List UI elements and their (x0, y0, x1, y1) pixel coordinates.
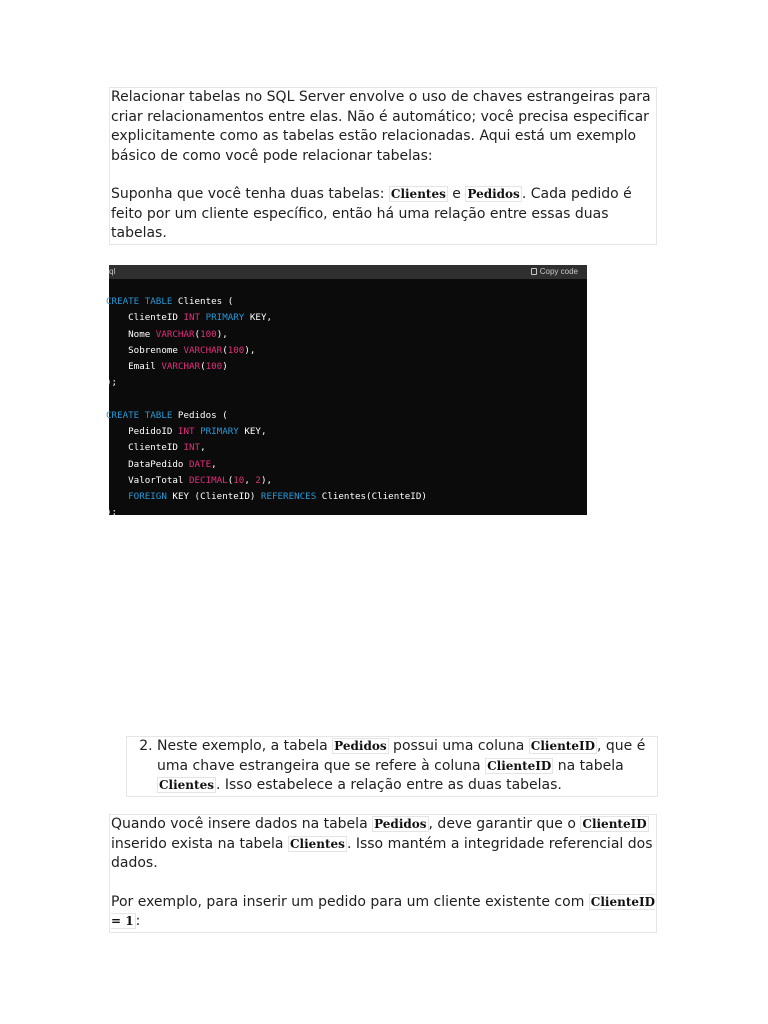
example-paragraph (111, 893, 656, 932)
inline-code-clientes: Clientes (289, 836, 345, 851)
sql-code-screenshot (106, 265, 587, 519)
text-run: . Cada pedido é feito por um cliente específico, então há uma relação entre essas duas tabelas. (111, 186, 632, 241)
text-run: possui uma coluna (388, 738, 529, 754)
text-run: : (135, 913, 141, 929)
code-header (109, 265, 587, 279)
outro-text-block (109, 814, 657, 933)
text-run: inserido exista na tabela (111, 835, 288, 852)
integrity-paragraph (111, 815, 656, 874)
text-run: Quando você insere dados na tabela (111, 816, 373, 832)
inline-code-clientes: Clientes (390, 187, 446, 201)
list-item (157, 737, 657, 796)
inline-code-clienteid: ClienteID (487, 758, 552, 773)
tables-paragraph (111, 185, 656, 244)
inline-code-pedidos: Pedidos (374, 817, 427, 831)
code-language-label: ql (109, 267, 116, 276)
intro-text-block (109, 87, 657, 245)
text-run: Suponha que você tenha duas tabelas: (111, 186, 389, 202)
explanation-list (126, 736, 658, 797)
text-run: na tabela (553, 757, 624, 774)
clipboard-icon (531, 268, 537, 275)
intro-paragraph: Relacionar tabelas no SQL Server envolve o uso de chaves estrangeiras para criar relacionamentos entre elas. Não é automático; você precisa especificar explicitamente como as tabelas estão relacionadas. Aqui está um exemplo básico de como você pode relacionar tabelas: (111, 89, 651, 164)
inline-code-clientes: Clientes (159, 778, 214, 792)
text-run: . Isso estabelece a relação entre as duas tabelas. (215, 777, 562, 793)
text-run: . Isso mantém a integridade referencial dos dados. (111, 835, 653, 871)
text-run: e (447, 186, 466, 202)
inline-code-clienteid: ClienteID (530, 739, 596, 753)
ordered-list (127, 737, 657, 796)
inline-code-pedidos: Pedidos (467, 187, 520, 201)
text-run: Neste exemplo, a tabela (157, 738, 333, 754)
inline-code-pedidos: Pedidos (334, 739, 387, 753)
text-run: , deve garantir que o (428, 816, 581, 832)
copy-code-button[interactable] (531, 267, 578, 276)
text-run: Por exemplo, para inserir um pedido para um cliente existente com (111, 893, 589, 910)
code-listing: CREATE TABLE Clientes ( ClienteID INT PRIMARY KEY, Nome VARCHAR(100), Sobrenome VARCHAR(100), Email VARCHAR(100) ); CREATE TABLE Pedidos ( PedidoID INT PRIMARY KEY, ClienteID INT, DataPedido DATE, ValorTotal DECIMAL(10, 2), FOREIGN KEY (ClienteID) REFERENCES Clientes(ClienteID) ); (106, 296, 427, 519)
inline-code-clienteid-value: ClienteID = 1 (111, 894, 656, 928)
copy-code-label: Copy code (539, 267, 578, 276)
inline-code-clienteid: ClienteID (582, 817, 647, 831)
text-run: , que é uma chave estrangeira que se refere à coluna (157, 738, 646, 774)
